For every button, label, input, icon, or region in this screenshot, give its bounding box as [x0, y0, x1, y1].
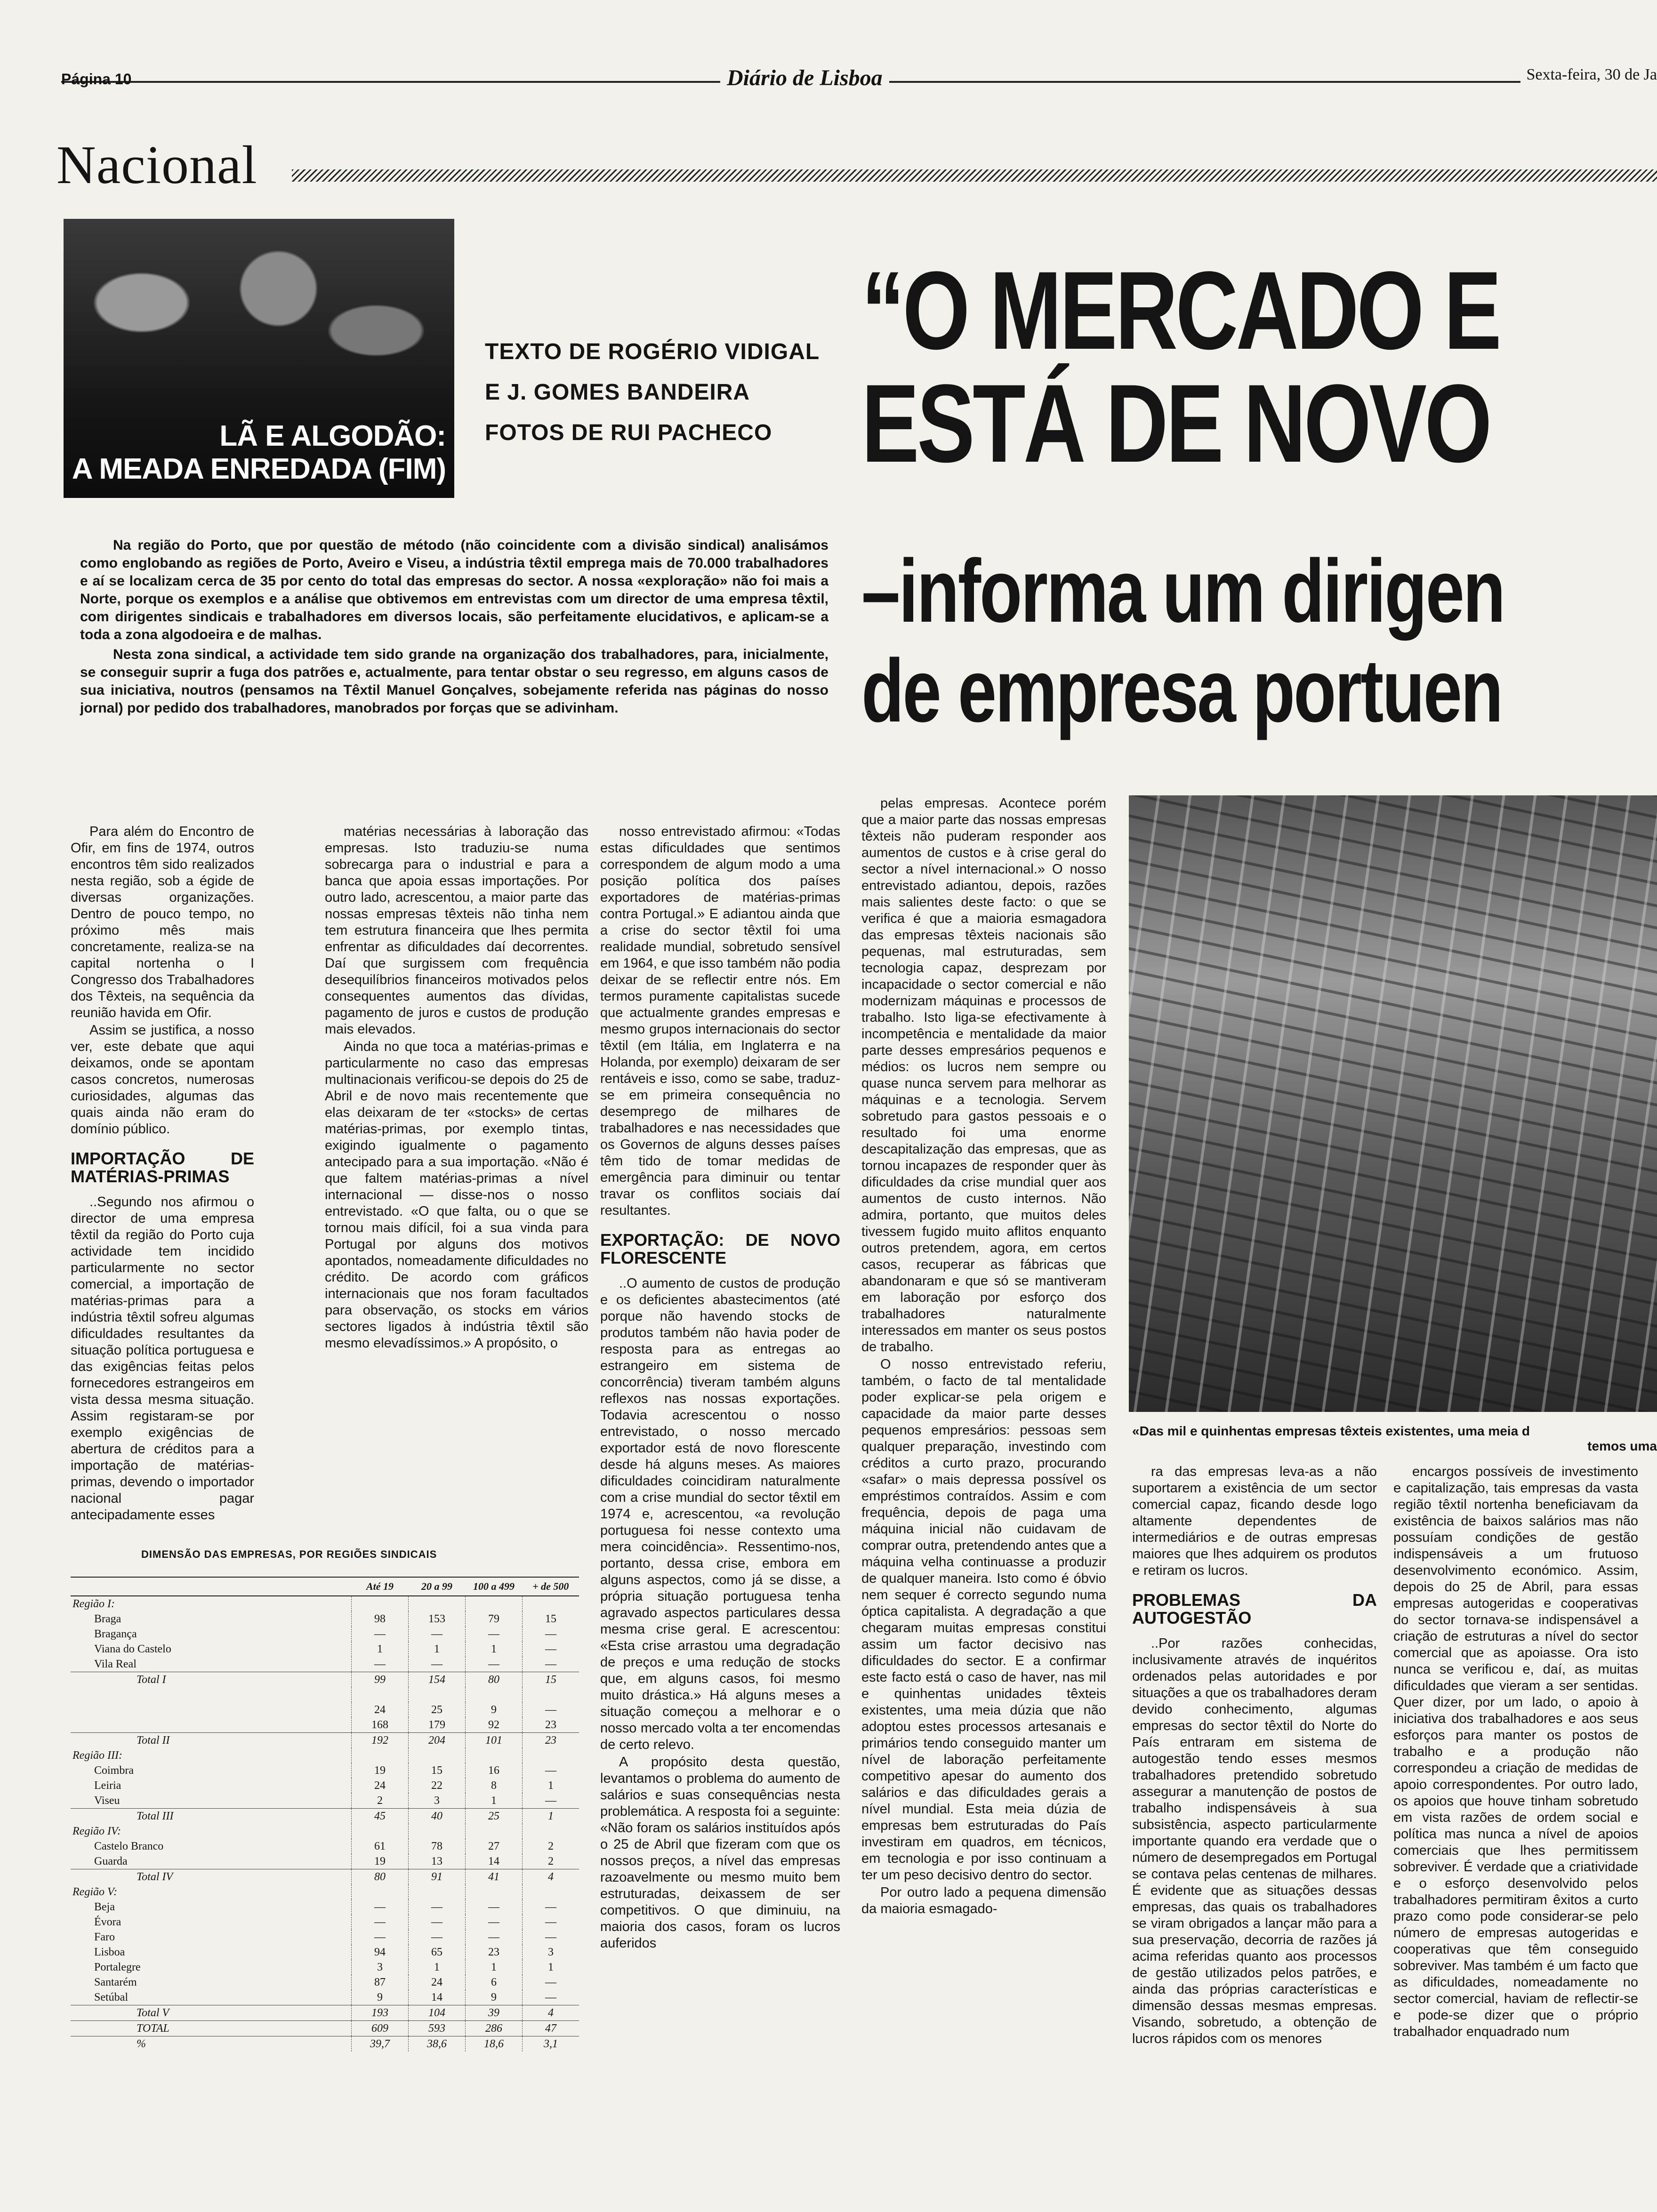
table-cell: [409, 1687, 466, 1702]
byline: [485, 332, 820, 453]
column-paragraph: A propósito desta questão, levantamos o problema do aumento de salários e suas consequências nesta problemática. A resposta foi a seguinte: «Não foram os salários instituídos após o 25 de Abril que fizeram com que os nossos preços, a nível das empresas razoavelmente ou mesmo muito bem estruturadas, deixassem de ser competitivos. O que diminuiu, na maioria dos casos, foram os lucros auferidos: [600, 1755, 840, 1951]
table-cell: [352, 1596, 409, 1611]
table-cell: [409, 1824, 466, 1839]
photo-caption-line: «Das mil e quinhentas empresas têxteis existentes, uma meia d: [1132, 1424, 1530, 1438]
table-header-blank: [71, 1577, 352, 1596]
table-cell: [523, 1748, 579, 1763]
table-cell: [523, 1596, 579, 1611]
byline-photos: FOTOS DE RUI PACHECO: [485, 420, 772, 445]
intro-paragraph: Na região do Porto, que por questão de método (não coincidente com a divisão sindical) analisámos como englobando as regiões de Porto, Aveiro e Viseu, a indústria têxtil emprega mais de 70.000 trabalhadores e aí se localizam cerca de 35 por cento do total das empresas do sector. A nossa «exploração» não foi mais a Norte, porque os exemplos e a análise que obtivemos em entrevistas com um director de uma empresa têxtil, com dirigentes sindicais e trabalhadores em diversos locais, são perfeitamente elucidativos, e aplicam-se a toda a zona algodoeira e de malhas.: [80, 537, 828, 642]
table-cell: —: [466, 1899, 523, 1915]
table-cell: [466, 1748, 523, 1763]
table-cell: 38,6: [409, 2036, 466, 2052]
table-header: Até 19: [352, 1577, 409, 1596]
table-row-label: TOTAL: [71, 2021, 352, 2036]
headline: [861, 248, 1500, 486]
column-paragraph: encargos possíveis de investimento e capitalização, tais empresas da vasta região têxtil nortenha beneficiavam da existência de baixos salários mas não possuíam condições de gestão indispensáveis a um frutuoso desenvolvimento económico. Assim, depois do 25 de Abril, para essas empresas autogeridas e cooperativas do sector tornava-se indispensável a criação de estruturas a nível do sector comercial que as apoiasse. Ora isto nunca se verificou e, daí, as muitas dificuldades que vieram a ser sentidas. Quer dizer, por um lado, o apoio à iniciativa dos trabalhadores e aos seus esforços para manter os postos de trabalho e a produção não correspondeu a criação de medidas de apoio correspondentes. Por outro lado, os apoios que houve tinham sobretudo em vista razões de ordem social e política mas nunca a nível de apoios comerciais que lhes permitissem sobreviver. É verdade que a criatividade e o esforço desenvolvido pelos trabalhadores permitiram êxitos a curto prazo como pode considerar-se pelo número de empresas autogeridas e cooperativas que têm conseguido sobreviver. Mas também é um facto que as dificuldades, nomeadamente no sector comercial, haviam de reflectir-se e pode-se dizer que o próprio trabalhador enquadrado num: [1393, 1464, 1638, 2039]
table-cell: 1: [523, 1778, 579, 1793]
table-cell: 25: [466, 1809, 523, 1824]
table-cell: [352, 1687, 409, 1702]
column-paragraph: O nosso entrevistado referiu, também, o facto de tal mentalidade poder explicar-se pela origem e capacidade da maior parte desses pequenos empresários: pessoas sem qualquer preparação, investindo com créditos a curto prazo, procurando «safar» o mais depressa possível os empréstimos contraídos. Assim e com frequência, depois de paga uma máquina inicial não cuidavam de comprar outra, pretendendo antes que a máquina velha continuasse a produzir de qualquer maneira. Isto como é óbvio nem sequer é correcto segundo numa óptica capitalista. A degradação a que chegaram muitas empresas constitui assim um factor decisivo nas dificuldades do sector. E a confirmar este facto está o caso de haver, nas mil e quinhentas unidades têxteis existentes, uma meia dúzia que não adoptou estes processos artesanais e primários tendo conseguido manter um nível de laboração perfeitamente competitivo apesar do aumento dos salários e das dificuldades gerais a nível mundial. Esta meia dúzia de empresas bem estruturadas do País investiram em quadros, em técnicos, em tecnologia e por isso continuam a ter um peso decisivo dentro do sector.: [861, 1357, 1106, 1883]
table-region-row: [71, 1596, 579, 1611]
table-cell: 14: [409, 1990, 466, 2005]
table-cell: 204: [409, 1733, 466, 1748]
table-row-label: [71, 1687, 352, 1702]
subheadline-line: –informa um dirigen: [861, 541, 1504, 641]
subhead-exportacao: EXPORTAÇÃO: DE NOVO FLORESCENTE: [600, 1230, 840, 1267]
table-cell: 153: [409, 1611, 466, 1627]
article-column-4: [861, 795, 1106, 1918]
table-cell: 24: [352, 1702, 409, 1717]
table-cell: 15: [523, 1611, 579, 1627]
issue-date: Sexta-feira, 30 de Ja: [1520, 66, 1657, 84]
table-row: [71, 1717, 579, 1733]
table-total-row: [71, 2005, 579, 2021]
table-cell: 1: [352, 1642, 409, 1657]
table-cell: 14: [466, 1854, 523, 1869]
table-row: [71, 1839, 579, 1854]
table-cell: —: [523, 1793, 579, 1809]
table-cell: [466, 1687, 523, 1702]
table-row-label: Leiria: [94, 1779, 121, 1792]
table-row-label: Coimbra: [94, 1764, 134, 1777]
table-cell: —: [523, 1657, 579, 1672]
table-cell: [523, 1884, 579, 1899]
table-cell: 286: [466, 2021, 523, 2036]
table-cell: 3: [352, 1960, 409, 1975]
table-cell: —: [409, 1657, 466, 1672]
table-row: [71, 1960, 579, 1975]
series-caption-line: A MEADA ENREDADA (FIM): [72, 453, 446, 485]
subhead-importacao: IMPORTAÇÃO DE MATÉRIAS-PRIMAS: [71, 1149, 254, 1186]
table-total-row: [71, 1869, 579, 1885]
table-cell: 154: [409, 1672, 466, 1688]
table-total-row: [71, 1733, 579, 1748]
table-cell: 79: [466, 1611, 523, 1627]
table-cell: 80: [466, 1672, 523, 1688]
table-cell: 80: [352, 1869, 409, 1885]
table-cell: 1: [466, 1642, 523, 1657]
table-cell: —: [523, 1990, 579, 2005]
table-row-label: Total IV: [71, 1869, 352, 1885]
table-region-row: [71, 1824, 579, 1839]
table-cell: —: [409, 1930, 466, 1945]
table-cell: 101: [466, 1733, 523, 1748]
table-cell: —: [409, 1627, 466, 1642]
table-row: [71, 1657, 579, 1672]
table-cell: [523, 1824, 579, 1839]
headline-line: “O MERCADO E: [861, 248, 1500, 373]
table-cell: 19: [352, 1854, 409, 1869]
table-row-label: Guarda: [94, 1855, 128, 1867]
company-size-table: [71, 1577, 579, 2052]
table-cell: [466, 1596, 523, 1611]
table-cell: [352, 1824, 409, 1839]
table-cell: —: [466, 1915, 523, 1930]
table-cell: 25: [409, 1702, 466, 1717]
table-cell: 8: [466, 1778, 523, 1793]
table-cell: [352, 1748, 409, 1763]
table-cell: 1: [523, 1809, 579, 1824]
table-cell: —: [352, 1657, 409, 1672]
table-row-label: [71, 1717, 352, 1733]
table-cell: 1: [523, 1960, 579, 1975]
table-row-label: Região I:: [72, 1597, 115, 1610]
newspaper-name: Diário de Lisboa: [720, 65, 889, 91]
page-number: Página 10: [61, 71, 132, 88]
table-total-row: [71, 1672, 579, 1688]
table-cell: 15: [523, 1672, 579, 1688]
table-cell: 15: [409, 1763, 466, 1778]
article-column-1: [71, 824, 254, 1524]
table-cell: [352, 1884, 409, 1899]
table-cell: 27: [466, 1839, 523, 1854]
byline-text-author: TEXTO DE ROGÉRIO VIDIGAL: [485, 339, 820, 364]
table-header: 20 a 99: [409, 1577, 466, 1596]
table-cell: —: [523, 1915, 579, 1930]
column-paragraph: Por outro lado a pequena dimensão da maioria esmagado-: [861, 1885, 1106, 1916]
table-cell: 41: [466, 1869, 523, 1885]
subhead-autogestao: PROBLEMAS DA AUTOGESTÃO: [1132, 1590, 1377, 1627]
table-cell: 1: [409, 1960, 466, 1975]
table-row: [71, 1975, 579, 1990]
table-row-label: Beja: [94, 1900, 115, 1913]
table-cell: —: [523, 1702, 579, 1717]
table-header: + de 500: [523, 1577, 579, 1596]
article-column-5: [1132, 1464, 1377, 2048]
table-cell: 99: [352, 1672, 409, 1688]
table-row-label: Região III:: [72, 1749, 122, 1762]
table-row-label: Viana do Castelo: [94, 1643, 171, 1655]
table-row-label: %: [71, 2036, 352, 2052]
table-total-row: [71, 1809, 579, 1824]
table-cell: —: [409, 1915, 466, 1930]
table-row: [71, 1627, 579, 1642]
table-row-label: Évora: [94, 1915, 121, 1928]
table-row: [71, 1778, 579, 1793]
table-cell: 9: [466, 1990, 523, 2005]
section-title: Nacional: [56, 135, 257, 195]
factory-photo-caption: [1132, 1424, 1657, 1454]
table-cell: 2: [523, 1839, 579, 1854]
column-paragraph: Ainda no que toca a matérias-primas e particularmente no caso das empresas multinacionais verificou-se depois do 25 de Abril e de novo mais recentemente que elas deixaram de ter «stocks» de certas matérias-primas, por exemplo tintas, exigindo igualmente o pagamento antecipado para a sua importação. «Não é que faltem matérias-primas a nível internacional — disse-nos o nosso entrevistado. «O que falta, ou o que se tornou mais difícil, foi a sua vinda para Portugal por alguns dos motivos apontados, nomeadamente dificuldades no crédito. De acordo com gráficos internacionais que nos foram facultados para observação, os stocks em vários sectores ligados à indústria têxtil são mesmo elevadíssimos.» A propósito, o: [325, 1039, 588, 1351]
table-cell: 45: [352, 1809, 409, 1824]
table-cell: —: [352, 1627, 409, 1642]
table-cell: 3: [409, 1793, 466, 1809]
table-cell: 6: [466, 1975, 523, 1990]
table-header-row: [71, 1577, 579, 1596]
table-cell: —: [352, 1930, 409, 1945]
table-cell: 193: [352, 2005, 409, 2021]
table-cell: 4: [523, 1869, 579, 1885]
table-cell: 40: [409, 1809, 466, 1824]
table-row-label: [71, 1702, 352, 1717]
table-cell: 39: [466, 2005, 523, 2021]
article-intro: [80, 537, 828, 719]
table-cell: 19: [352, 1763, 409, 1778]
table-region-row: [71, 1884, 579, 1899]
table-row-label: Castelo Branco: [94, 1840, 164, 1852]
table-row: [71, 1915, 579, 1930]
table-cell: 179: [409, 1717, 466, 1733]
table-cell: 22: [409, 1778, 466, 1793]
table-cell: 98: [352, 1611, 409, 1627]
table-cell: 39,7: [352, 2036, 409, 2052]
table-cell: —: [352, 1899, 409, 1915]
column-paragraph: pelas empresas. Acontece porém que a maior parte das nossas empresas têxteis não puderam responder aos aumentos de custos e à crise geral do sector a nível internacional.» O nosso entrevistado adiantou, depois, razões mais salientes deste facto: o que se verifica é que a maioria esmagadora das empresas têxteis nacionais são pequenas, mal estruturadas, sem tecnologia capaz, desprezam por incapacidade o sector comercial e não modernizam máquinas e processos de trabalho. Isto liga-se efectivamente à incompetência e mentalidade da maior parte desses empresários pequenos e médios: os lucros nem sempre ou quase nunca servem para melhorar as máquinas e a tecnologia. Servem sobretudo para gastos pessoais e o resultado foi uma enorme descapitalização das empresas, que as tornou incapazes de responder quer às dificuldades da crise mundial quer aos aumentos de custo internos. Não admira, portanto, que muitos deles tivessem fugido muito aflitos enquanto outros pretendem, agora, em certos casos, recuperar as fábricas que abandonaram e que só se mantiveram em laboração por esforço dos trabalhadores naturalmente interessados em manter os seus postos de trabalho.: [861, 796, 1106, 1354]
byline-co-author: E J. GOMES BANDEIRA: [485, 380, 750, 405]
table-row: [71, 1899, 579, 1915]
table-row: [71, 1611, 579, 1627]
column-paragraph: ..O aumento de custos de produção e os deficientes abastecimentos (até porque não havendo stocks de produtos também não havia poder de resposta para as entregas ao estrangeiro em sistema de concorrência) tiveram também alguns reflexos nas nossas exportações. Todavia acrescentou o nosso entrevistado, o nosso mercado exportador está de novo florescente desde há alguns meses. As maiores dificuldades coincidiram naturalmente com a crise mundial do sector têxtil em 1974 e, acrescentou, «a revolução portuguesa foi nesse contexto uma mera coincidência». Ressentimo-nos, portanto, dessa crise, embora em alguns aspectos, como já se disse, a própria situação portuguesa tenha agravado aspectos particulares dessa mesma crise geral. E acrescentou: «Esta crise arrastou uma degradação de preços e uma redução de stocks que, em alguns casos, foi mesmo muito drástica.» Há alguns meses a situação começou a melhorar e o nosso mercado volta a ter encomendas de certo relevo.: [600, 1276, 840, 1752]
table-cell: 3: [523, 1945, 579, 1960]
table-cell: [466, 1884, 523, 1899]
table-row: [71, 1763, 579, 1778]
table-row-label: Lisboa: [94, 1946, 125, 1958]
table-row: [71, 1930, 579, 1945]
series-photo-caption: [72, 420, 446, 486]
table-cell: 609: [352, 2021, 409, 2036]
article-column-6: [1393, 1464, 1638, 2041]
table-row: [71, 1945, 579, 1960]
table-row: [71, 1793, 579, 1809]
table-cell: [409, 1884, 466, 1899]
table-cell: 4: [523, 2005, 579, 2021]
column-paragraph: ..Segundo nos afirmou o director de uma empresa têxtil da região do Porto cuja actividade tem incidido particularmente no sector comercial, a importação de matérias-primas para a indústria têxtil sofreu algumas dificuldades resultantes da situação política portuguesa e das exigências feitas pelos fornecedores estrangeiros em vista dessa mesma situação. Assim registaram-se por exemplo exigências de abertura de créditos para a importação de matérias-primas, devendo o importador nacional pagar antecipadamente esses: [71, 1194, 254, 1523]
table-cell: 18,6: [466, 2036, 523, 2052]
table-cell: —: [352, 1915, 409, 1930]
table-total-row: [71, 2021, 579, 2036]
table-title: DIMENSÃO DAS EMPRESAS, POR REGIÕES SINDICAIS: [141, 1548, 437, 1560]
section-hatch-rule: [292, 169, 1657, 182]
table-region-row: [71, 1748, 579, 1763]
table-cell: 593: [409, 2021, 466, 2036]
table-cell: —: [523, 1899, 579, 1915]
table-row-label: Braga: [94, 1612, 121, 1625]
table-cell: [523, 1687, 579, 1702]
table-cell: —: [409, 1899, 466, 1915]
table-row-label: Total II: [71, 1733, 352, 1748]
subheadline: [861, 541, 1504, 741]
table-cell: 87: [352, 1975, 409, 1990]
table-row-label: Setúbal: [94, 1991, 128, 2004]
table-cell: 23: [523, 1733, 579, 1748]
table-cell: 1: [409, 1642, 466, 1657]
table-cell: 9: [352, 1990, 409, 2005]
table-cell: 23: [466, 1945, 523, 1960]
photo-caption-line: temos uma: [1587, 1439, 1657, 1453]
table-row-label: Vila Real: [94, 1658, 137, 1670]
table-row-label: Total III: [71, 1809, 352, 1824]
table-cell: 1: [466, 1793, 523, 1809]
table-row-label: Região V:: [72, 1885, 118, 1898]
article-column-3: [600, 824, 840, 1953]
table-cell: 192: [352, 1733, 409, 1748]
table-cell: —: [523, 1975, 579, 1990]
table-cell: —: [466, 1657, 523, 1672]
table-cell: 61: [352, 1839, 409, 1854]
table-row-label: Portalegre: [94, 1961, 141, 1973]
table-row: [71, 1702, 579, 1717]
table-row: [71, 1990, 579, 2005]
table-cell: —: [523, 1627, 579, 1642]
table-row-label: Santarém: [94, 1976, 137, 1988]
table-cell: 94: [352, 1945, 409, 1960]
article-column-2: [325, 824, 588, 1353]
table-region-row: [71, 1687, 579, 1702]
table-cell: 9: [466, 1702, 523, 1717]
table-cell: 92: [466, 1717, 523, 1733]
table-row: [71, 1854, 579, 1869]
table-total-row: [71, 2036, 579, 2052]
table-row-label: Região IV:: [72, 1825, 121, 1837]
table-cell: 3,1: [523, 2036, 579, 2052]
table-cell: —: [466, 1930, 523, 1945]
column-paragraph: matérias necessárias à laboração das empresas. Isto traduziu-se numa sobrecarga para o industrial e para a banca que apoia essas importações. Por outro lado, acrescentou, a maior parte das nossas empresas têxteis não tinha nem tem estrutura financeira que lhes permita enfrentar as dificuldades daí decorrentes. Daí que surgissem com frequência desequilíbrios financeiros motivados pelos consequentes aumentos das dívidas, pagamento de juros e custos de produção mais elevados.: [325, 824, 588, 1037]
table-cell: 16: [466, 1763, 523, 1778]
table-cell: 24: [409, 1975, 466, 1990]
intro-paragraph: Nesta zona sindical, a actividade tem sido grande na organização dos trabalhadores, para, inicialmente, se conseguir suprir a fuga dos patrões e, actualmente, para tentar obstar o seu regresso, em alguns casos de sua iniciativa, noutros (pensamos na Têxtil Manuel Gonçalves, sobejamente referida nas páginas do nosso jornal) por pedido dos trabalhadores, manobrados por forças que se adivinham.: [80, 647, 828, 716]
table-row-label: Total I: [71, 1672, 352, 1688]
table-cell: 23: [523, 1717, 579, 1733]
table-row-label: Total V: [71, 2005, 352, 2021]
series-caption-line: LÃ E ALGODÃO:: [219, 420, 446, 452]
table-cell: 47: [523, 2021, 579, 2036]
column-paragraph: Assim se justifica, a nosso ver, este debate que aqui deixamos, onde se apontam casos concretos, numerosas curiosidades, algumas das quais ainda não eram do domínio público.: [71, 1023, 254, 1137]
table-cell: 65: [409, 1945, 466, 1960]
table-cell: 91: [409, 1869, 466, 1885]
column-paragraph: ..Por razões conhecidas, inclusivamente através de inquéritos ordenados pelas autoridades e por situações a que os trabalhadores deram devido conhecimento, algumas empresas do sector têxtil do Norte do País entraram em sistema de autogestão tendo esses mesmos trabalhadores pretendido sobretudo assegurar a manutenção de postos de trabalho indispensáveis à sua subsistência, aspecto particularmente importante quando era verdade que o número de desempregados em Portugal se contava pelas centenas de milhares. É evidente que as situações dessas empresas, das quais os trabalhadores se viram obrigados a lançar mão para a sua preservação, decorria de razões já acima referidas quanto aos processos de gestão utilizados pelos patrões, e ainda das próprias características e dimensão dessas mesmas empresas. Visando, sobretudo, a obtenção de lucros rápidos com os menores: [1132, 1636, 1377, 2046]
table-cell: 104: [409, 2005, 466, 2021]
column-paragraph: Para além do Encontro de Ofir, em fins de 1974, outros encontros têm sido realizados nesta região, sob a égide de diversas organizações. Dentro de pouco tempo, no próximo mês mais concretamente, realiza-se na capital nortenha o I Congresso dos Trabalhadores dos Têxteis, na sequência da reunião havida em Ofir.: [71, 824, 254, 1020]
table-cell: 24: [352, 1778, 409, 1793]
table-row-label: Viseu: [94, 1794, 120, 1807]
subheadline-line: de empresa portuen: [861, 641, 1502, 741]
table-row: [71, 1642, 579, 1657]
table-cell: [466, 1824, 523, 1839]
table-cell: —: [523, 1763, 579, 1778]
table-cell: [409, 1748, 466, 1763]
headline-line: ESTÁ DE NOVO: [861, 361, 1490, 486]
column-paragraph: ra das empresas leva-as a não suportarem a existência de um sector comercial capaz, ficando desde logo altamente dependentes de intermediários e de outras empresas maiores que lhes adquirem os produtos e retiram os lucros.: [1132, 1464, 1377, 1578]
column-paragraph: nosso entrevistado afirmou: «Todas estas dificuldades que sentimos correspondem de algum modo a uma posição política dos países exportadores de matérias-primas contra Portugal.» E adiantou ainda que a crise do sector têxtil foi uma realidade mundial, sobretudo sensível em 1964, e que isso também não podia deixar de se reflectir entre nós. Em termos puramente capitalistas sucede que actualmente grandes empresas e mesmo grupos internacionais do sector têxtil (em Itália, em Inglaterra e na Holanda, por exemplo) deixaram de ser rentáveis e isso, como se sabe, traduz-se em primeira consequência no desemprego de milhares de trabalhadores e nas necessidades que os Governos de alguns desses países têm tido de tomar medidas de emergência para diminuir ou tentar travar os conflitos sociais daí resultantes.: [600, 824, 840, 1218]
table-cell: —: [523, 1642, 579, 1657]
table-row-label: Faro: [94, 1931, 115, 1943]
table-row-label: Bragança: [94, 1627, 137, 1640]
table-cell: 168: [352, 1717, 409, 1733]
table-cell: 2: [523, 1854, 579, 1869]
factory-photo: [1129, 795, 1657, 1412]
table-cell: —: [523, 1930, 579, 1945]
table-header: 100 a 499: [466, 1577, 523, 1596]
table-cell: —: [466, 1627, 523, 1642]
table-cell: 78: [409, 1839, 466, 1854]
table-cell: 1: [466, 1960, 523, 1975]
table-cell: 13: [409, 1854, 466, 1869]
table-cell: [409, 1596, 466, 1611]
table-cell: 2: [352, 1793, 409, 1809]
series-photo: [64, 219, 454, 498]
